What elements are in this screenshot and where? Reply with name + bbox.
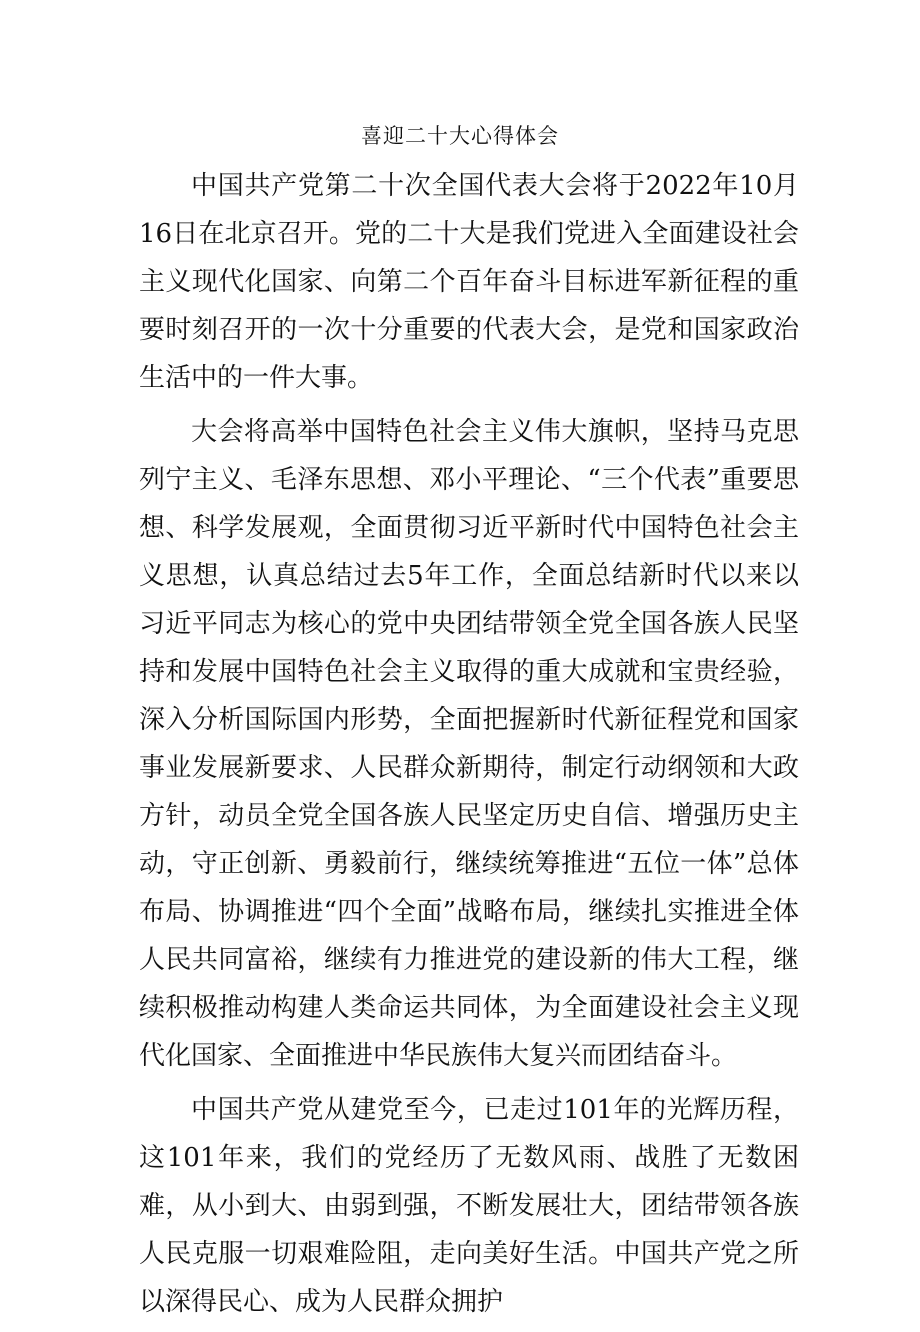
document-title: 喜迎二十大心得体会 <box>361 124 559 148</box>
paragraph-2: 大会将高举中国特色社会主义伟大旗帜，坚持马克思列宁主义、毛泽东思想、邓小平理论、“三个代表”重要思想、科学发展观，全面贯彻习近平新时代中国特色社会主义思想，认真总结过去5年工作，全面总结新时代以来以习近平同志为核心的党中央团结带领全党全国各族人民坚持和发展中国特色社会主义取得的重大成就和宝贵经验，深入分析国际国内形势，全面把握新时代新征程党和国家事业发展新要求、人民群众新期待，制定行动纲领和大政方针，动员全党全国各族人民坚定历史自信、增强历史主动，守正创新、勇毅前行，继续统筹推进“五位一体”总体布局、协调推进“四个全面”战略布局，继续扎实推进全体人民共同富裕，继续有力推进党的建设新的伟大工程，继续积极推动构建人类命运共同体，为全面建设社会主义现代化国家、全面推进中华民族伟大复兴而团结奋斗。 <box>139 417 799 1071</box>
document-body <box>139 162 799 1332</box>
paragraph-3: 中国共产党从建党至今，已走过101年的光辉历程，这101年来，我们的党经历了无数风雨、战胜了无数困难，从小到大、由弱到强，不断发展壮大，团结带领各族人民克服一切艰难险阻，走向美好生活。中国共产党之所以深得民心、成为人民群众拥护 <box>139 1095 799 1317</box>
paragraph-1: 中国共产党第二十次全国代表大会将于2022年10月16日在北京召开。党的二十大是我们党进入全面建设社会主义现代化国家、向第二个百年奋斗目标进军新征程的重要时刻召开的一次十分重要的代表大会，是党和国家政治生活中的一件大事。 <box>139 171 799 393</box>
